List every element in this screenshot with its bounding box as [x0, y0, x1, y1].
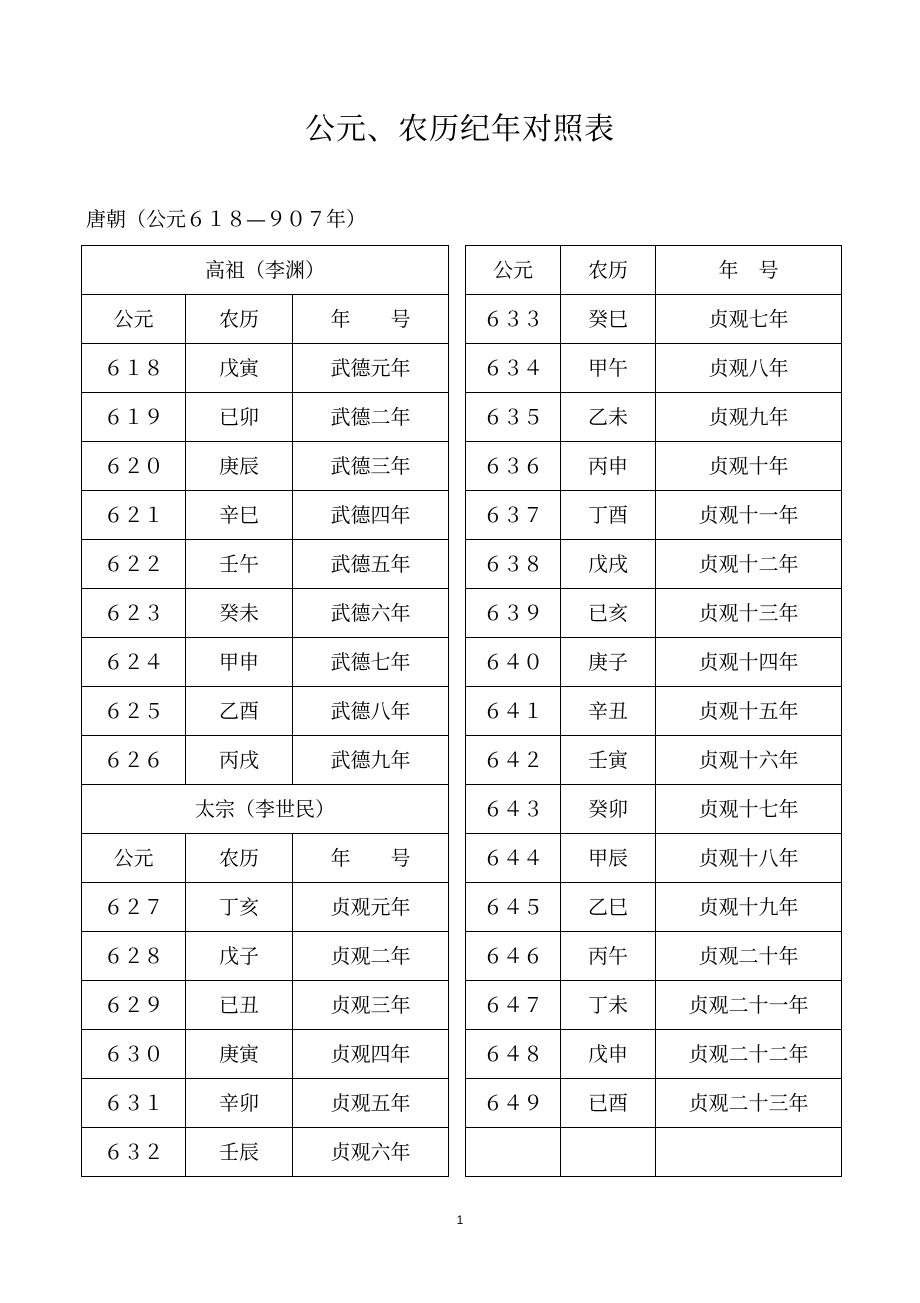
ganzhi-year: 癸巳: [561, 295, 656, 344]
gongyuan-year: ６３１: [82, 1079, 186, 1128]
ganzhi-year: 戊戌: [561, 540, 656, 589]
page-number: 1: [456, 1213, 464, 1227]
ganzhi-year: 乙酉: [186, 687, 293, 736]
ganzhi-year: 丙戌: [186, 736, 293, 785]
gongyuan-year: ６２３: [82, 589, 186, 638]
table-row: [82, 981, 449, 1030]
gongyuan-year: ６４７: [466, 981, 561, 1030]
table-row: [82, 1128, 449, 1177]
ganzhi-year: 甲辰: [561, 834, 656, 883]
ganzhi-year: 庚辰: [186, 442, 293, 491]
era-name: 贞观十二年: [656, 540, 842, 589]
era-name: 武德九年: [293, 736, 449, 785]
ganzhi-year: 庚子: [561, 638, 656, 687]
table-row: [82, 491, 449, 540]
table-row: [466, 1079, 842, 1128]
ganzhi-year: 丁酉: [561, 491, 656, 540]
header-nianhao: 年 号: [656, 246, 842, 295]
gongyuan-year: ６２２: [82, 540, 186, 589]
era-name: 武德三年: [293, 442, 449, 491]
section-header-row: [82, 246, 449, 295]
era-name: 武德六年: [293, 589, 449, 638]
column-header-row: [466, 246, 842, 295]
gongyuan-year: ６２５: [82, 687, 186, 736]
table-row: [466, 687, 842, 736]
era-name: 贞观二十一年: [656, 981, 842, 1030]
header-nongli: 农历: [186, 295, 293, 344]
era-name: 贞观十年: [656, 442, 842, 491]
table-row: [466, 785, 842, 834]
gongyuan-year: ６３０: [82, 1030, 186, 1079]
table-row: [466, 540, 842, 589]
gongyuan-year: ６２９: [82, 981, 186, 1030]
table-row: [466, 834, 842, 883]
gongyuan-year: ６３２: [82, 1128, 186, 1177]
era-name: 贞观二十二年: [656, 1030, 842, 1079]
gongyuan-year: ６２１: [82, 491, 186, 540]
era-name: 贞观八年: [656, 344, 842, 393]
ganzhi-year: 甲申: [186, 638, 293, 687]
header-nianhao: 年 号: [293, 834, 449, 883]
table-row: [466, 393, 842, 442]
era-name: 武德五年: [293, 540, 449, 589]
era-name: 贞观六年: [293, 1128, 449, 1177]
header-gongyuan: 公元: [82, 834, 186, 883]
header-nongli: 农历: [186, 834, 293, 883]
era-name: 贞观十三年: [656, 589, 842, 638]
era-name: 贞观七年: [656, 295, 842, 344]
table-row: [466, 883, 842, 932]
table-row: [82, 344, 449, 393]
ganzhi-year: 戊寅: [186, 344, 293, 393]
gongyuan-year: ６２７: [82, 883, 186, 932]
ganzhi-year: 丙申: [561, 442, 656, 491]
section-title-gaozu: 高祖（李渊）: [82, 246, 449, 295]
table-row: [466, 981, 842, 1030]
gongyuan-year: ６４６: [466, 932, 561, 981]
ganzhi-year: 癸卯: [561, 785, 656, 834]
table-row: [82, 1030, 449, 1079]
era-name: 武德元年: [293, 344, 449, 393]
table-row: [82, 589, 449, 638]
gongyuan-year: ６３４: [466, 344, 561, 393]
header-nianhao: 年 号: [293, 295, 449, 344]
ganzhi-year: 乙未: [561, 393, 656, 442]
ganzhi-year: 已卯: [186, 393, 293, 442]
gongyuan-year: ６４３: [466, 785, 561, 834]
era-name: 贞观九年: [656, 393, 842, 442]
ganzhi-year: 戊申: [561, 1030, 656, 1079]
era-name: 贞观元年: [293, 883, 449, 932]
gongyuan-year: ６２４: [82, 638, 186, 687]
gongyuan-year: ６４１: [466, 687, 561, 736]
table-row: [466, 736, 842, 785]
gongyuan-year: ６４２: [466, 736, 561, 785]
left-table: [81, 245, 449, 1177]
table-row: [466, 442, 842, 491]
era-name: 贞观二十三年: [656, 1079, 842, 1128]
gongyuan-year: ６３３: [466, 295, 561, 344]
column-header-row: [82, 295, 449, 344]
right-table: [465, 245, 842, 1177]
ganzhi-year: 壬辰: [186, 1128, 293, 1177]
table-row: [82, 638, 449, 687]
ganzhi-year: 丙午: [561, 932, 656, 981]
ganzhi-year: 已亥: [561, 589, 656, 638]
ganzhi-year: 壬午: [186, 540, 293, 589]
table-row: [466, 1030, 842, 1079]
era-name: 贞观五年: [293, 1079, 449, 1128]
era-name: 贞观二十年: [656, 932, 842, 981]
table-row: [466, 638, 842, 687]
era-name: 贞观十五年: [656, 687, 842, 736]
table-row: [82, 540, 449, 589]
era-name: 贞观十一年: [656, 491, 842, 540]
ganzhi-year: 辛卯: [186, 1079, 293, 1128]
table-row: [466, 589, 842, 638]
table-row: [82, 687, 449, 736]
table-row: [82, 1079, 449, 1128]
ganzhi-year: 辛巳: [186, 491, 293, 540]
empty-cell: [656, 1128, 842, 1177]
gongyuan-year: ６３９: [466, 589, 561, 638]
header-gongyuan: 公元: [82, 295, 186, 344]
era-name: 贞观十九年: [656, 883, 842, 932]
table-row: [466, 344, 842, 393]
gongyuan-year: ６３６: [466, 442, 561, 491]
table-row: [466, 491, 842, 540]
era-name: 贞观四年: [293, 1030, 449, 1079]
table-row: [82, 442, 449, 491]
gongyuan-year: ６３８: [466, 540, 561, 589]
era-name: 武德四年: [293, 491, 449, 540]
table-row: [466, 932, 842, 981]
header-gongyuan: 公元: [466, 246, 561, 295]
ganzhi-year: 已丑: [186, 981, 293, 1030]
column-header-row: [82, 834, 449, 883]
ganzhi-year: 甲午: [561, 344, 656, 393]
table-row: [82, 736, 449, 785]
section-title-taizong: 太宗（李世民）: [82, 785, 449, 834]
page-title: 公元、农历纪年对照表: [305, 112, 615, 147]
era-name: 贞观十七年: [656, 785, 842, 834]
gongyuan-year: ６４４: [466, 834, 561, 883]
empty-cell: [466, 1128, 561, 1177]
ganzhi-year: 丁未: [561, 981, 656, 1030]
gongyuan-year: ６１９: [82, 393, 186, 442]
era-name: 武德八年: [293, 687, 449, 736]
gongyuan-year: ６３５: [466, 393, 561, 442]
gongyuan-year: ６２０: [82, 442, 186, 491]
era-name: 武德二年: [293, 393, 449, 442]
gongyuan-year: ６２６: [82, 736, 186, 785]
ganzhi-year: 辛丑: [561, 687, 656, 736]
header-nongli: 农历: [561, 246, 656, 295]
table-row: [82, 883, 449, 932]
era-name: 贞观十八年: [656, 834, 842, 883]
gongyuan-year: ６３７: [466, 491, 561, 540]
ganzhi-year: 戊子: [186, 932, 293, 981]
era-name: 贞观三年: [293, 981, 449, 1030]
ganzhi-year: 已酉: [561, 1079, 656, 1128]
ganzhi-year: 乙巳: [561, 883, 656, 932]
table-row: [82, 393, 449, 442]
ganzhi-year: 丁亥: [186, 883, 293, 932]
gongyuan-year: ６１８: [82, 344, 186, 393]
table-row: [466, 295, 842, 344]
gongyuan-year: ６４０: [466, 638, 561, 687]
gongyuan-year: ６４８: [466, 1030, 561, 1079]
table-row: [82, 932, 449, 981]
era-name: 贞观十四年: [656, 638, 842, 687]
gongyuan-year: ６４５: [466, 883, 561, 932]
empty-cell: [561, 1128, 656, 1177]
section-header-row: [82, 785, 449, 834]
ganzhi-year: 壬寅: [561, 736, 656, 785]
ganzhi-year: 庚寅: [186, 1030, 293, 1079]
era-name: 贞观二年: [293, 932, 449, 981]
empty-row: [466, 1128, 842, 1177]
gongyuan-year: ６２８: [82, 932, 186, 981]
era-name: 武德七年: [293, 638, 449, 687]
dynasty-subtitle: 唐朝（公元６１８—９０７年）: [86, 207, 366, 231]
ganzhi-year: 癸未: [186, 589, 293, 638]
era-name: 贞观十六年: [656, 736, 842, 785]
gongyuan-year: ６４９: [466, 1079, 561, 1128]
